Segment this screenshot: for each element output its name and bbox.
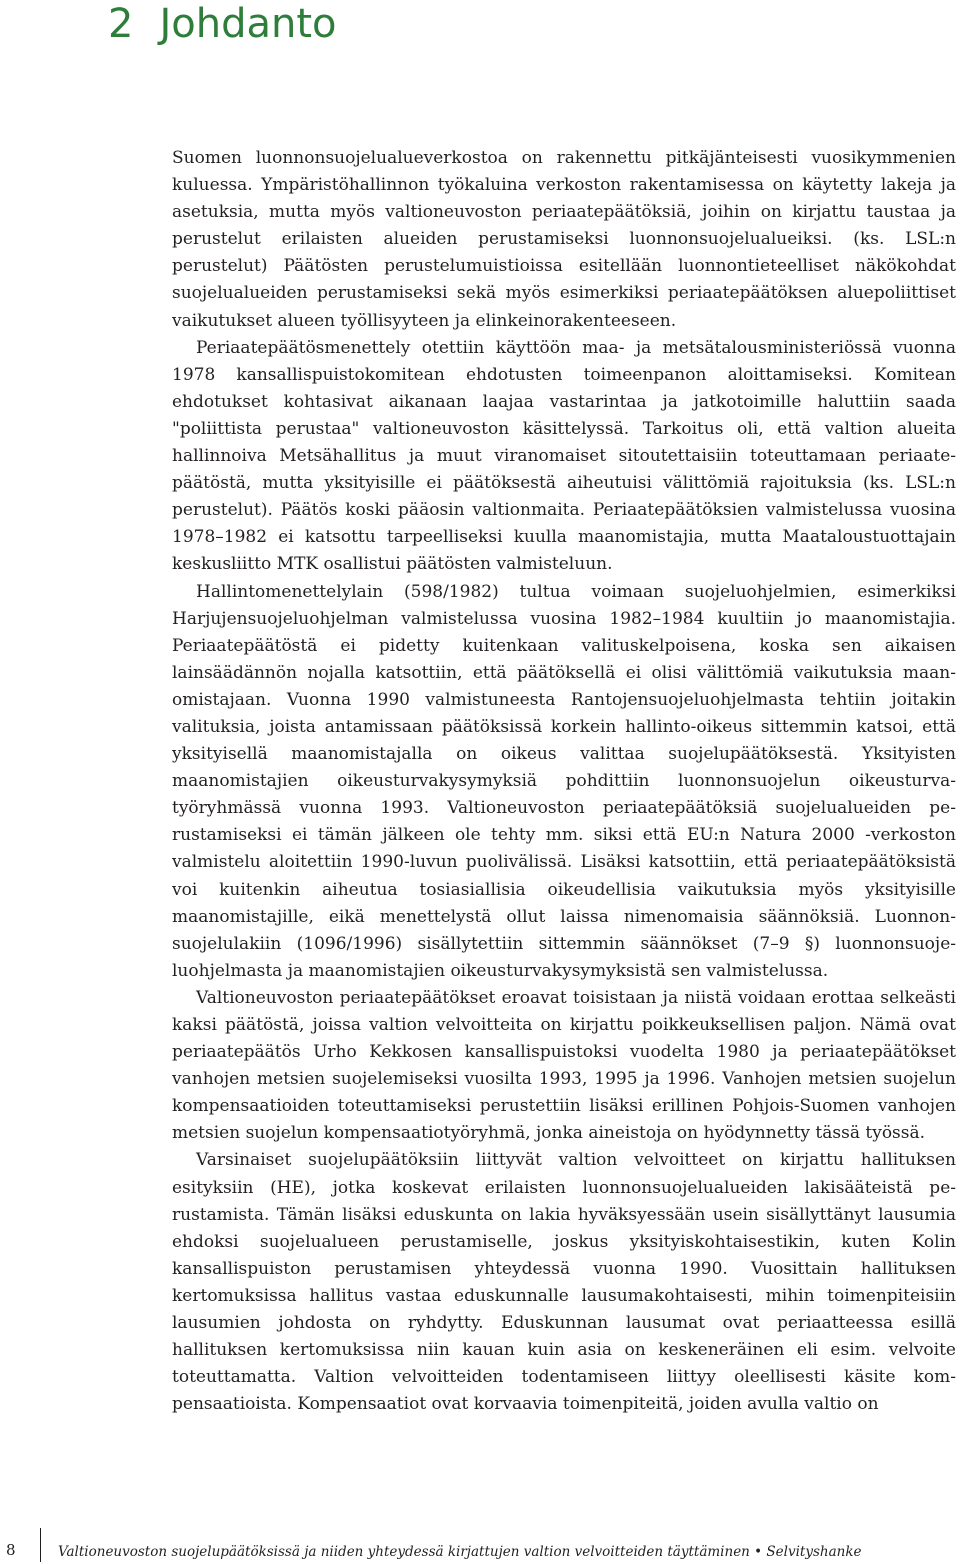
footer-divider: [40, 1528, 41, 1562]
chapter-number: 2: [108, 1, 134, 47]
paragraph-4: Valtioneuvoston periaatepäätökset eroavat toisistaan ja niistä voidaan erottaa selkeästi kaksi päätöstä, joissa valtion velvoitteita on kirjattu poikkeuksellisen paljon. Nämä ovat periaatepäätös Urho Kekkosen kansallispuistoksi vuodelta 1980 ja periaatepäätökset vanhojen metsien suojelemiseksi vuosilta 1993, 1995 ja 1996. Vanhojen metsien suojelun kompensaatioiden toteuttamiseksi perustettiin lisäksi erillinen Pohjois-Suomen vanhojen metsien suojelun kompensaatiotyöryhmä, jonka aineistoja on hyödynnetty tässä työssä.: [172, 987, 956, 1144]
page-footer: [0, 1540, 960, 1562]
chapter-title: Johdanto: [159, 1, 337, 47]
paragraph-5: Varsinaiset suojelupäätöksiin liittyvät valtion velvoitteet on kirjattu hallituksen esityksiin (HE), jotka koskevat erilaisten luonnonsuojelualueiden lakisääteistä perustamista. Tämän lisäksi eduskunta on lakia hyväksyessään usein sisällyttänyt lausumia ehdoksi suojelualueen perustamiselle, joskus yksityiskohtaisestikin, kuten Kolin kansallispuiston perustamisen yhteydessä vuonna 1990. Vuosittain hallituksen kertomuksissa hallitus vastaa eduskunnalle lausumakohtaisesti, mihin toimenpiteisiin lausumien johdosta on ryhdytty. Eduskunnan lausumat ovat periaatteessa esillä hallituksen kertomuksissa niin kauan kuin asia on keskeneräinen eli esim. velvoite toteuttamatta. Valtion velvoitteiden todentamiseen liittyy oleellisesti käsite kompensaatioista. Kompensaatiot ovat korvaavia toimenpiteitä, joiden avulla valtio on: [172, 1150, 956, 1415]
body-text: [172, 145, 956, 1418]
paragraph-1: Suomen luonnonsuojelualueverkostoa on rakennettu pitkäjänteisesti vuosikymmenien kuluessa. Ympäristöhallinnon työkaluina verkoston rakentamisessa on käytetty lakeja ja asetuksia, mutta myös valtioneuvoston periaatepäätöksiä, joihin on kirjattu taustaa ja perustelut erilaisten alueiden perustamiseksi luonnonsuojelualueiksi. (ks. LSL:n perustelut) Päätösten perustelumuistioissa esitellään luonnontieteelliset näkökohdat suojelualueiden perustamiseksi sekä myös esimerkiksi periaatepäätöksen aluepoliittiset vaikutukset alueen työllisyyteen ja elinkeinorakenteeseen.: [172, 148, 956, 331]
paragraph-2: Periaatepäätösmenettely otettiin käyttöön maa- ja metsätalousministeriössä vuonna 1978 kansallispuistokomitean ehdotusten toimeenpanon aloittamiseksi. Komitean ehdotukset kohtasivat aikanaan laajaa vastarintaa ja jatkotoimille haluttiin saada "poliittista perustaa" valtioneuvoston käsittelyssä. Tarkoitus oli, että valtion alueita hallinnoiva Metsähallitus ja muut viranomaiset sitoutettaisiin toteuttamaan periaatepäätöstä, mutta yksityisille ei päätöksestä aiheutuisi välittömiä rajoituksia (ks. LSL:n perustelut). Päätös koski pääosin valtionmaita. Periaatepäätöksien valmistelussa vuosina 1978–1982 ei katsottu tarpeelliseksi kuulla maanomistajia, mutta Maataloustuottajain keskusliitto MTK osallistui päätösten valmisteluun.: [172, 337, 956, 575]
running-title: Valtioneuvoston suojelupäätöksissä ja niiden yhteydessä kirjattujen valtion velvoitteiden täyttäminen • Selvityshanke: [58, 1544, 862, 1560]
page-number: 8: [6, 1541, 16, 1559]
paragraph-3: Hallintomenettelylain (598/1982) tultua voimaan suojeluohjelmien, esimerkiksi Harjujensuojeluohjelman valmistelussa vuosina 1982–1984 kuultiin jo maanomistajia. Periaatepäätöstä ei pidetty kuitenkaan valituskelpoisena, koska sen aikaisen lainsäädännön nojalla katsottiin, että päätöksellä ei olisi välittömiä vaikutuksia maanomistajaan. Vuonna 1990 valmistuneesta Rantojensuojeluohjelmasta tehtiin joitakin valituksia, joista antamissaan päätöksissä korkein hallinto-oikeus sittemmin katsoi, että yksityisellä maanomistajalla on oikeus valittaa suojelupäätöksestä. Yksityisten maanomistajien oikeusturvakysymyksiä pohdittiin luonnonsuojelun oikeusturvatyöryhmässä vuonna 1993. Valtioneuvoston periaatepäätöksiä suojelualueiden perustamiseksi ei tämän jälkeen ole tehty mm. siksi että EU:n Natura 2000 -verkoston valmistelu aloitettiin 1990-luvun puolivälissä. Lisäksi katsottiin, että periaatepäätöksistä voi kuitenkin aiheutua tosiasiallisia oikeudellisia vaikutuksia myös yksityisille maanomistajille, eikä menettelystä ollut laissa nimenomaisia säännöksiä. Luonnonsuojelulakiin (1096/1996) sisällytettiin sittemmin säännökset (7–9 §) luonnonsuojeluohjelmasta ja maanomistajien oikeusturvakysymyksistä sen valmistelussa.: [172, 581, 956, 981]
chapter-heading: [108, 0, 336, 50]
